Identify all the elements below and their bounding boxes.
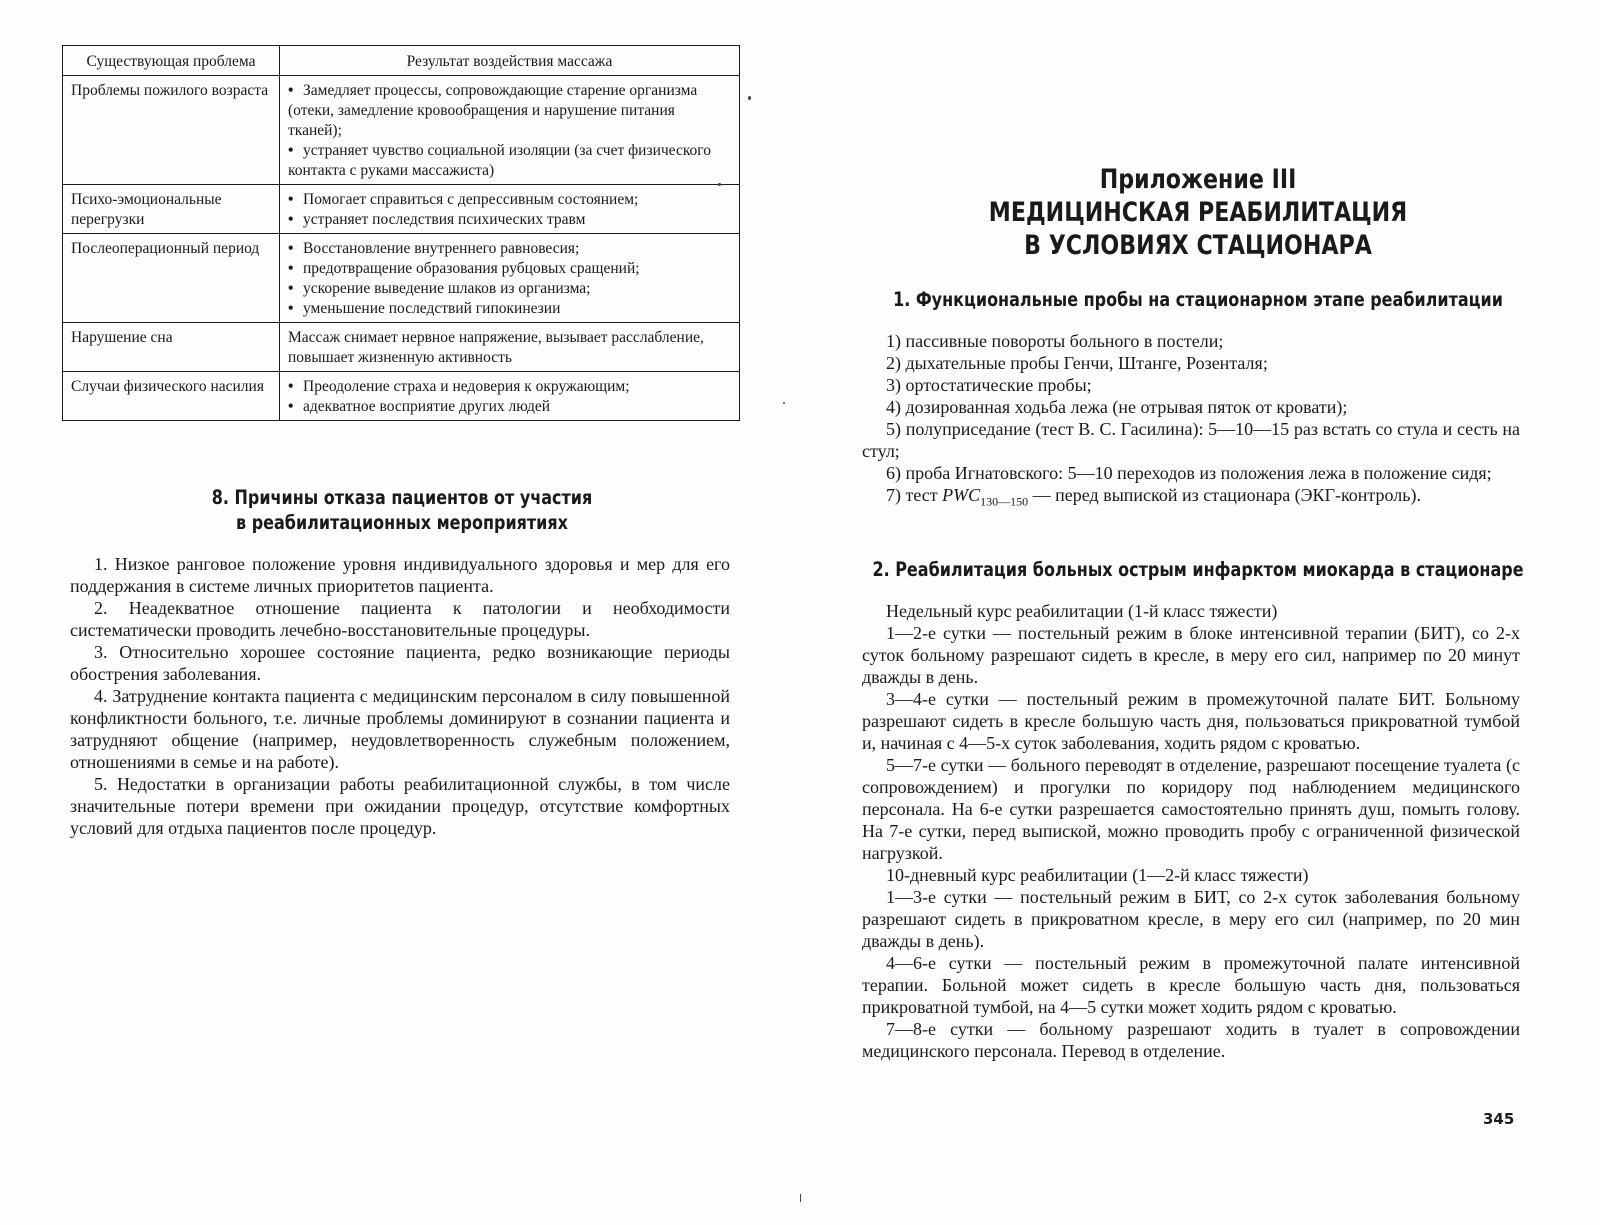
table-row	[63, 76, 740, 185]
paragraph: 4—6-е сутки — постельный режим в промежуточной палате интенсивной терапии. Больной может сидеть в кресле большую часть дня, пользоваться прикроватной тумбой, на 4—5 сутки может ходить рядом с кроватью.	[862, 953, 1520, 1017]
scan-speck	[718, 183, 721, 186]
paragraph: Недельный курс реабилитации (1-й класс тяжести)	[886, 601, 1278, 621]
appendix-title-line-2: В УСЛОВИЯХ СТАЦИОНАРА	[1024, 230, 1372, 261]
list-item: 5) полуприседание (тест В. С. Гасилина): 5—10—15 раз встать со стула и сесть на стул;	[862, 419, 1520, 461]
pwc-label: PWC	[942, 485, 981, 505]
list-item: 6) проба Игнатовского: 5—10 переходов из положения лежа в положение сидя;	[886, 463, 1492, 483]
section-2-heading: 2. Реабилитация больных острым инфарктом миокарда в стационаре	[872, 558, 1524, 581]
list-item: 2. Неадекватное отношение пациента к патологии и необходимости систематически проводить лечебно-восстановительные процедуры.	[70, 598, 730, 640]
effect-item: • Восстановление внутреннего равновесия;	[288, 239, 732, 259]
effect-item: • устраняет чувство социальной изоляции (за счет физического контакта с руками массажиста)	[288, 141, 732, 181]
table-row	[63, 372, 740, 421]
list-item: 1) пассивные повороты больного в постели;	[886, 331, 1224, 351]
paragraph: 7—8-е сутки — больному разрешают ходить в туалет в сопровождении медицинского персонала. Перевод в отделение.	[862, 1019, 1520, 1061]
list-item: 5. Недостатки в организации работы реабилитационной службы, в том числе значительные потери времени при ожидании процедур, отсутствие комфортных условий для отдыха пациентов после процедур.	[70, 774, 730, 838]
effect-item: • Преодоление страха и недоверия к окружающим;	[288, 377, 732, 397]
effect-item: • ускорение выведение шлаков из организма;	[288, 279, 732, 299]
scan-speck	[800, 1194, 801, 1202]
paragraph: 10-дневный курс реабилитации (1—2-й класс тяжести)	[886, 865, 1309, 885]
table-cell-problem: Случаи физического насилия	[63, 372, 280, 421]
paragraph: 3—4-е сутки — постельный режим в промежуточной палате БИТ. Больному разрешают сидеть в кресле большую часть дня, пользоваться прикроватной тумбой и, начиная с 4—5-х суток заболевания, ходить рядом с кроватью.	[862, 689, 1520, 753]
effect-item: • предотвращение образования рубцовых сращений;	[288, 259, 732, 279]
refusal-reasons-list	[70, 553, 730, 839]
appendix-number: Приложение III	[1099, 164, 1297, 195]
effect-item: • Замедляет процессы, сопровождающие старение организма (отеки, замедление кровообращения и нарушение питания тканей);	[288, 81, 732, 141]
effect-item: • Помогает справиться с депрессивным состоянием;	[288, 190, 732, 210]
list-item	[862, 484, 1520, 513]
section-8-heading	[74, 485, 730, 535]
functional-tests-list	[862, 330, 1520, 513]
effect-item: • устраняет последствия психических травм	[288, 210, 732, 230]
item-7-prefix: 7) тест	[886, 485, 943, 505]
table-row	[63, 234, 740, 323]
list-item: 2) дыхательные пробы Генчи, Штанге, Розенталя;	[886, 353, 1268, 373]
table-cell-problem: Проблемы пожилого возраста	[63, 76, 280, 185]
rehabilitation-text	[862, 600, 1520, 1062]
table-header-problem: Существующая проблема	[63, 46, 280, 76]
scan-speck	[748, 96, 751, 100]
table-cell-problem: Нарушение сна	[63, 323, 280, 372]
table-cell-effects	[280, 234, 740, 323]
paragraph: 5—7-е сутки — больного переводят в отделение, разрешают посещение туалета (с сопровождением) и прогулки по коридору под наблюдением медицинского персонала. На 6-е сутки разрешается самостоятельно принять душ, помыть голову. На 7-е сутки, перед выпиской, можно проводить пробу с ограниченной физической нагрузкой.	[862, 755, 1520, 863]
page-number: 345	[1483, 1110, 1515, 1128]
list-item: 4. Затруднение контакта пациента с медицинским персоналом в силу повышенной конфликтности больного, т.е. личные проблемы доминируют в сознании пациента и затрудняют общение (например, неудовлетворенность служебным положением, отношениями в семье и на работе).	[70, 686, 730, 772]
massage-effects-table	[62, 45, 740, 421]
table-row	[63, 185, 740, 234]
table-header-row	[63, 46, 740, 76]
appendix-title	[890, 163, 1507, 262]
paragraph: 1—3-е сутки — постельный режим в БИТ, со 2-х суток заболевания больному разрешают сидеть в прикроватном кресле, в меру его сил (например, по 20 мин дважды в день).	[862, 887, 1520, 951]
list-item: 1. Низкое ранговое положение уровня индивидуального здоровья и мер для его поддержания в системе личных приоритетов пациента.	[70, 554, 730, 596]
table-cell-effects: Массаж снимает нервное напряжение, вызывает расслабление, повышает жизненную активность	[280, 323, 740, 372]
section-8-heading-line-2: в реабилитационных мероприятиях	[236, 511, 568, 534]
table-cell-problem: Послеоперационный период	[63, 234, 280, 323]
table-cell-problem: Психо-эмоциональные перегрузки	[63, 185, 280, 234]
list-item: 3. Относительно хорошее состояние пациента, редко возникающие периоды обострения заболевания.	[70, 642, 730, 684]
paragraph: 1—2-е сутки — постельный режим в блоке интенсивной терапии (БИТ), со 2-х суток больному разрешают сидеть в кресле, в меру его сил, например по 20 минут дважды в день.	[862, 623, 1520, 687]
appendix-title-line-1: МЕДИЦИНСКАЯ РЕАБИЛИТАЦИЯ	[988, 197, 1408, 228]
section-1-heading: 1. Функциональные пробы на стационарном этапе реабилитации	[893, 288, 1503, 311]
effect-item: • адекватное восприятие других людей	[288, 397, 732, 417]
table-header-result: Результат воздействия массажа	[280, 46, 740, 76]
item-7-suffix: — перед выпиской из стационара (ЭКГ-контроль).	[1028, 485, 1421, 505]
table-cell-effects	[280, 76, 740, 185]
table-row	[63, 323, 740, 372]
table-cell-effects	[280, 372, 740, 421]
section-8-heading-line-1: 8. Причины отказа пациентов от участия	[211, 486, 593, 509]
effect-item: • уменьшение последствий гипокинезии	[288, 299, 732, 319]
list-item: 4) дозированная ходьба лежа (не отрывая пяток от кровати);	[886, 397, 1348, 417]
pwc-subscript: 130—150	[980, 494, 1029, 509]
list-item: 3) ортостатические пробы;	[886, 375, 1092, 395]
scan-speck	[783, 402, 785, 404]
table-cell-effects	[280, 185, 740, 234]
